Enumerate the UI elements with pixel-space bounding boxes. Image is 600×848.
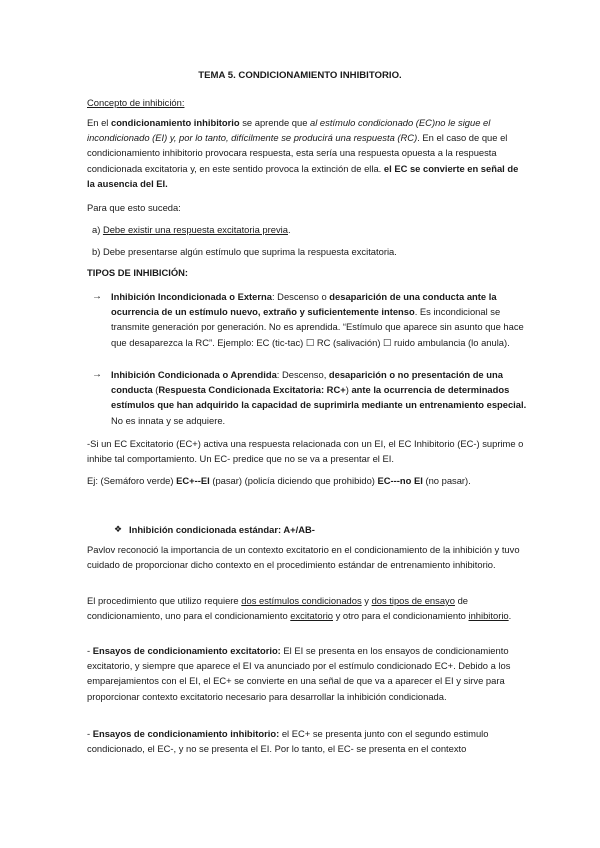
standard-inhibition-heading: Inhibición condicionada estándar: A+/AB- [129, 524, 315, 535]
paragraph-definition [87, 115, 527, 191]
text-underlined: dos tipos de ensayo [371, 595, 455, 606]
concept-heading: Concepto de inhibición: [87, 97, 185, 108]
text-bold: Inhibición Condicionada o Aprendida [111, 369, 277, 380]
text: (no pasar). [422, 475, 471, 486]
text: ( [152, 384, 159, 396]
paragraph-procedure [87, 593, 527, 623]
box-glyph-icon: ☐ [305, 336, 315, 348]
text: . Es incondicional se transmite generación por generación. No es aprendida. “Estímulo que aparece sin asunto que hace que desaparezca la RC”. Ejemplo: EC (tic-tac) [111, 306, 524, 348]
text: y otro para el condicionamiento [333, 610, 469, 622]
text: No es innata y se adquiere. [111, 414, 226, 426]
text-bold: ante la ocurrencia de determinados estímulos que han adquirido la capacidad de suprimirla mediante un entrenamiento especial. [111, 384, 527, 411]
text: se aprende que [239, 117, 311, 128]
text-bold: desaparición o no presentación de una conducta [111, 369, 503, 396]
text: . [287, 224, 291, 235]
dash-marker: - [87, 728, 93, 739]
text: ) [345, 384, 352, 396]
text-bold: Ensayos de condicionamiento excitatorio: [92, 645, 281, 656]
text-underlined: Debe existir una respuesta excitatoria previa [102, 224, 288, 235]
arrow-right-icon: → [92, 369, 102, 380]
text: El procedimiento que utilizo requiere [87, 595, 242, 606]
text-bold: EC---no EI [377, 475, 423, 486]
inhibitory-trials-item [87, 726, 527, 756]
text-bold: desaparición de una conducta ante la ocurrencia de un estímulo nuevo, extraño y suficientemente intenso [111, 291, 497, 318]
text: ruido ambulancia (lo anula). [391, 336, 510, 348]
text: En el [87, 117, 111, 128]
text-italic: al estímulo condicionado (EC)no le sigue el incondicionado (EI) y, por lo tanto, difícilmente se producirá una respuesta (RC) [87, 117, 491, 144]
document-title: TEMA 5. CONDICIONAMIENTO INHIBITORIO. [198, 70, 402, 81]
paragraph-ec-excitatory: -Si un EC Excitatorio (EC+) activa una respuesta relacionada con un EI, el EC Inhibitorio (EC-) suprime o inhibe tal comportamiento. Un EC- predice que no se va a presentar el EI. [87, 438, 524, 465]
box-glyph-icon: ☐ [383, 336, 392, 348]
types-heading: TIPOS DE INHIBICIÓN: [87, 267, 189, 278]
text-bold: Ensayos de condicionamiento inhibitorio: [92, 728, 280, 739]
paragraph-example [87, 473, 527, 488]
dash-marker: - [87, 645, 93, 656]
text-bold: Respuesta Condicionada Excitatoria: RC+ [158, 384, 346, 396]
text: el EC+ se presenta junto con el segundo estimulo condicionado, el EC-, y no se presenta el EI. Por lo tanto, el EC- se presenta en el contexto [87, 728, 489, 755]
text: y [361, 595, 372, 606]
paragraph-condition-intro: Para que esto suceda: [87, 202, 181, 213]
text: RC (salivación) [314, 336, 384, 348]
text: de condicionamiento, uno para el condicionamiento [87, 595, 469, 622]
text-bold: el EC se convierte en señal de la ausencia del EI. [87, 162, 519, 189]
diamond-bullet-icon: ❖ [114, 524, 123, 534]
list-item-a [92, 222, 532, 237]
text-bold: Inhibición Incondicionada o Externa [111, 291, 272, 302]
text: . En el caso de que el condicionamiento inhibitorio provocara respuesta, esta sería una respuesta opuesta a la respuesta condicionada excitatoria y, en este sentido provoca la extinción de ella. [87, 132, 508, 174]
text: El EI se presenta en los ensayos de condicionamiento excitatorio, y siempre que aparece el EI va anunciado por el estímulo condicionado EC+. Debido a los emparejamientos con el EI, el EC+ se convierte en una señal de que va a aparecer el EI y sirve para proporcionar contexto excitatorio necesario para desarrollar la inhibición condicionada. [87, 645, 511, 702]
text-underlined: excitatorio [290, 610, 333, 622]
text: : Descenso, [276, 369, 329, 380]
text: : Descenso o [271, 291, 330, 302]
text-bold: EC+--EI [176, 475, 210, 486]
text-underlined: inhibitorio [468, 610, 509, 622]
type-unconditioned-item [111, 289, 527, 350]
text-underlined: dos estímulos condicionados [241, 595, 362, 606]
list-marker: a) [92, 224, 103, 235]
text: (pasar) (policía diciendo que prohibido) [209, 475, 378, 486]
arrow-right-icon: → [92, 291, 102, 302]
text: . [508, 610, 512, 622]
excitatory-trials-item [87, 643, 527, 704]
list-item-b: b) Debe presentarse algún estímulo que suprima la respuesta excitatoria. [92, 246, 397, 257]
paragraph-pavlov: Pavlov reconoció la importancia de un contexto excitatorio en el condicionamiento de la inhibición y tuvo cuidado de proporcionar dicho contexto en el procedimiento estándar de entrenamiento inhibitorio. [87, 544, 520, 571]
type-conditioned-item [111, 367, 527, 428]
text: Ej: (Semáforo verde) [87, 475, 177, 486]
text-bold: condicionamiento inhibitorio [110, 117, 240, 128]
